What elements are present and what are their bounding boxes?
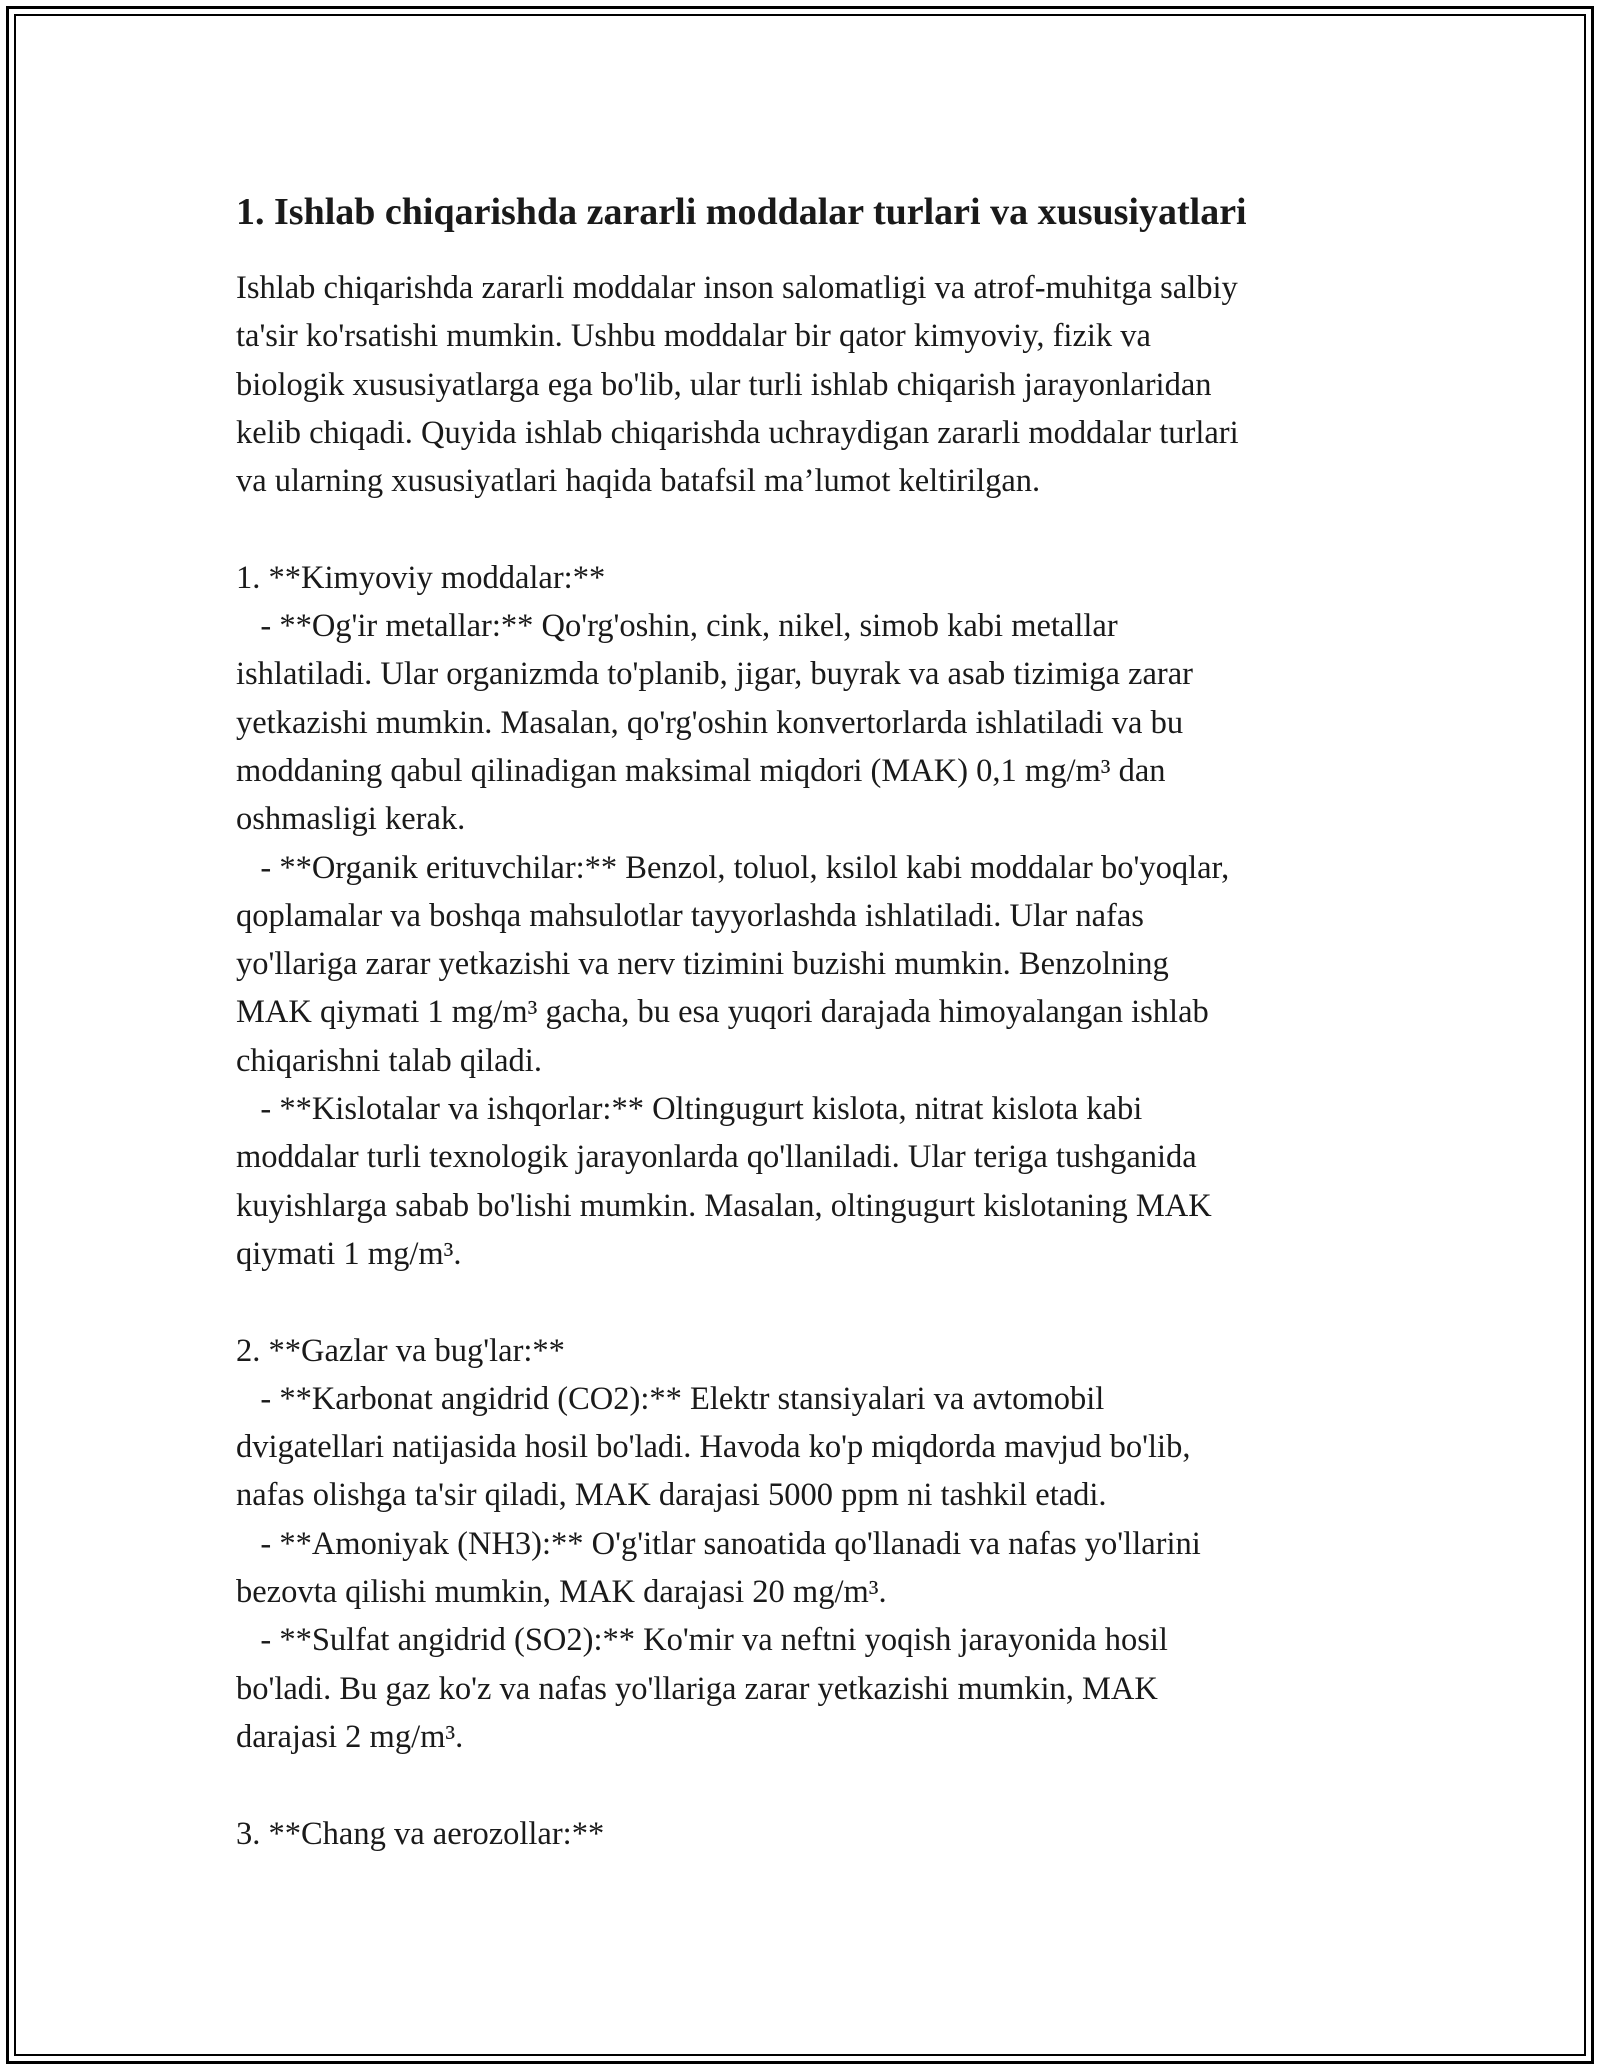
document-content — [236, 188, 1396, 1858]
document-body-text: Ishlab chiqarishda zararli moddalar inson salomatligi va atrof-muhitga salbiy ta'sir ko'rsatishi mumkin. Ushbu moddalar bir qator kimyoviy, fizik va biologik xususiyatlarga ega bo'lib, ular turli ishlab chiqarish jarayonlaridan kelib chiqadi. Quyida ishlab chiqarishda uchraydigan zararli moddalar turlari va ularning xususiyatlari haqida batafsil ma’lumot keltirilgan. 1. **Kimyoviy moddalar:** - **Og'ir metallar:** Qo'rg'oshin, cink, nikel, simob kabi metallar ishlatiladi. Ular organizmda to'planib, jigar, buyrak va asab tizimiga zarar yetkazishi mumkin. Masalan, qo'rg'oshin konvertorlarda ishlatiladi va bu moddaning qabul qilinadigan maksimal miqdori (MAK) 0,1 mg/m³ dan oshmasligi kerak. - **Organik erituvchilar:** Benzol, toluol, ksilol kabi moddalar bo'yoqlar, qoplamalar va boshqa mahsulotlar tayyorlashda ishlatiladi. Ular nafas yo'llariga zarar yetkazishi va nerv tizimini buzishi mumkin. Benzolning MAK qiymati 1 mg/m³ gacha, bu esa yuqori darajada himoyalangan ishlab chiqarishni talab qiladi. - **Kislotalar va ishqorlar:** Oltingugurt kislota, nitrat kislota kabi moddalar turli texnologik jarayonlarda qo'llaniladi. Ular teriga tushganida kuyishlarga sabab bo'lishi mumkin. Masalan, oltingugurt kislotaning MAK qiymati 1 mg/m³. 2. **Gazlar va bug'lar:** - **Karbonat angidrid (CO2):** Elektr stansiyalari va avtomobil dvigatellari natijasida hosil bo'ladi. Havoda ko'p miqdorda mavjud bo'lib, nafas olishga ta'sir qiladi, MAK darajasi 5000 ppm ni tashkil etadi. - **Amoniyak (NH3):** O'g'itlar sanoatida qo'llanadi va nafas yo'llarini bezovta qilishi mumkin, MAK darajasi 20 mg/m³. - **Sulfat angidrid (SO2):** Ko'mir va neftni yoqish jarayonida hosil bo'ladi. Bu gaz ko'z va nafas yo'llariga zarar yetkazishi mumkin, MAK darajasi 2 mg/m³. 3. **Chang va aerozollar:** — [236, 270, 1239, 1852]
document-title: 1. Ishlab chiqarishda zararli moddalar turlari va xususiyatlari — [236, 191, 1247, 233]
